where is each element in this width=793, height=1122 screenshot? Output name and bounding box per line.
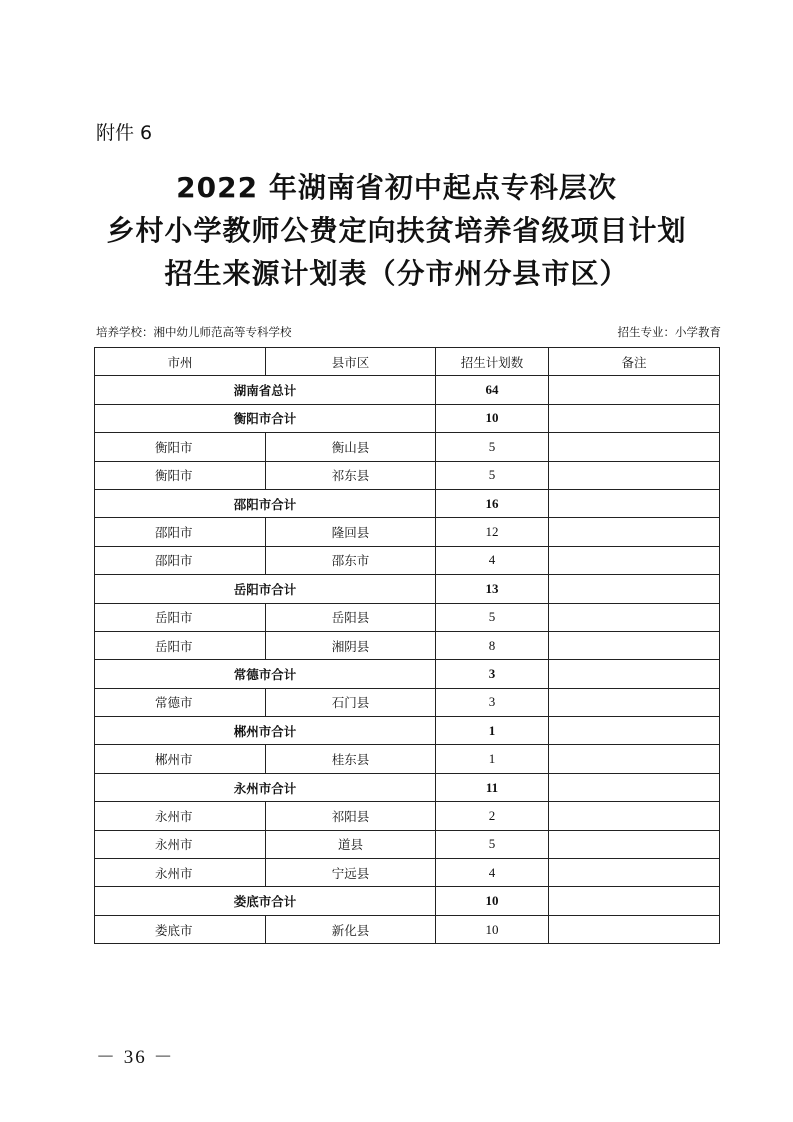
subtotal-label: 郴州市合计	[95, 717, 436, 745]
city-cell: 永州市	[95, 830, 266, 858]
count-cell: 64	[436, 376, 549, 404]
county-cell: 湘阴县	[266, 631, 436, 659]
table-row	[95, 915, 720, 943]
subtotal-label: 娄底市合计	[95, 887, 436, 915]
subtotal-label: 湖南省总计	[95, 376, 436, 404]
city-cell: 邵阳市	[95, 518, 266, 546]
subtotal-label: 永州市合计	[95, 773, 436, 801]
table-header-row	[95, 348, 720, 376]
subtotal-row	[95, 773, 720, 801]
count-cell: 1	[436, 717, 549, 745]
county-cell: 邵东市	[266, 546, 436, 574]
count-cell: 2	[436, 802, 549, 830]
city-cell: 邵阳市	[95, 546, 266, 574]
table-row	[95, 461, 720, 489]
count-cell: 8	[436, 631, 549, 659]
major-label: 招生专业：小学教育	[617, 325, 721, 339]
count-cell: 13	[436, 575, 549, 603]
table-row	[95, 631, 720, 659]
count-cell: 3	[436, 660, 549, 688]
city-cell: 郴州市	[95, 745, 266, 773]
table-row	[95, 433, 720, 461]
count-cell: 10	[436, 404, 549, 432]
document-title	[0, 166, 793, 295]
note-cell	[549, 603, 720, 631]
header-city: 市州	[95, 348, 266, 376]
table-body	[95, 376, 720, 944]
title-line-3: 招生来源计划表（分市州分县市区）	[164, 257, 629, 290]
note-cell	[549, 688, 720, 716]
county-cell: 岳阳县	[266, 603, 436, 631]
note-cell	[549, 660, 720, 688]
enrollment-plan-table	[94, 347, 720, 944]
count-cell: 3	[436, 688, 549, 716]
note-cell	[549, 887, 720, 915]
note-cell	[549, 859, 720, 887]
county-cell: 祁阳县	[266, 802, 436, 830]
note-cell	[549, 717, 720, 745]
note-cell	[549, 546, 720, 574]
county-cell: 衡山县	[266, 433, 436, 461]
note-cell	[549, 461, 720, 489]
count-cell: 12	[436, 518, 549, 546]
count-cell: 5	[436, 603, 549, 631]
count-cell: 5	[436, 830, 549, 858]
note-cell	[549, 631, 720, 659]
city-cell: 常德市	[95, 688, 266, 716]
note-cell	[549, 489, 720, 517]
count-cell: 10	[436, 915, 549, 943]
subtotal-label: 岳阳市合计	[95, 575, 436, 603]
header-count: 招生计划数	[436, 348, 549, 376]
count-cell: 16	[436, 489, 549, 517]
note-cell	[549, 433, 720, 461]
subtotal-row	[95, 887, 720, 915]
table-row	[95, 859, 720, 887]
table-row	[95, 745, 720, 773]
subtotal-label: 衡阳市合计	[95, 404, 436, 432]
county-cell: 桂东县	[266, 745, 436, 773]
table-row	[95, 603, 720, 631]
count-cell: 5	[436, 461, 549, 489]
table-row	[95, 802, 720, 830]
subtotal-label: 常德市合计	[95, 660, 436, 688]
attachment-label: 附件 6	[96, 122, 153, 144]
count-cell: 1	[436, 745, 549, 773]
header-county: 县市区	[266, 348, 436, 376]
count-cell: 10	[436, 887, 549, 915]
subtotal-row	[95, 376, 720, 404]
note-cell	[549, 518, 720, 546]
title-line-2: 乡村小学教师公费定向扶贫培养省级项目计划	[106, 214, 687, 247]
table-row	[95, 688, 720, 716]
city-cell: 岳阳市	[95, 631, 266, 659]
count-cell: 11	[436, 773, 549, 801]
table-row	[95, 546, 720, 574]
city-cell: 娄底市	[95, 915, 266, 943]
table-row	[95, 518, 720, 546]
county-cell: 石门县	[266, 688, 436, 716]
count-cell: 5	[436, 433, 549, 461]
city-cell: 永州市	[95, 859, 266, 887]
subtotal-row	[95, 660, 720, 688]
county-cell: 新化县	[266, 915, 436, 943]
city-cell: 岳阳市	[95, 603, 266, 631]
note-cell	[549, 575, 720, 603]
city-cell: 衡阳市	[95, 461, 266, 489]
county-cell: 宁远县	[266, 859, 436, 887]
subtotal-label: 邵阳市合计	[95, 489, 436, 517]
subtotal-row	[95, 575, 720, 603]
note-cell	[549, 376, 720, 404]
note-cell	[549, 915, 720, 943]
title-line-1: 2022 年湖南省初中起点专科层次	[176, 171, 617, 204]
table-row	[95, 830, 720, 858]
note-cell	[549, 830, 720, 858]
county-cell: 隆回县	[266, 518, 436, 546]
note-cell	[549, 404, 720, 432]
county-cell: 祁东县	[266, 461, 436, 489]
header-note: 备注	[549, 348, 720, 376]
count-cell: 4	[436, 859, 549, 887]
note-cell	[549, 802, 720, 830]
subtotal-row	[95, 717, 720, 745]
school-label: 培养学校：湘中幼儿师范高等专科学校	[96, 325, 292, 339]
subtotal-row	[95, 404, 720, 432]
page-number: － 36 －	[96, 1047, 175, 1068]
city-cell: 衡阳市	[95, 433, 266, 461]
count-cell: 4	[436, 546, 549, 574]
city-cell: 永州市	[95, 802, 266, 830]
note-cell	[549, 745, 720, 773]
county-cell: 道县	[266, 830, 436, 858]
note-cell	[549, 773, 720, 801]
subtotal-row	[95, 489, 720, 517]
